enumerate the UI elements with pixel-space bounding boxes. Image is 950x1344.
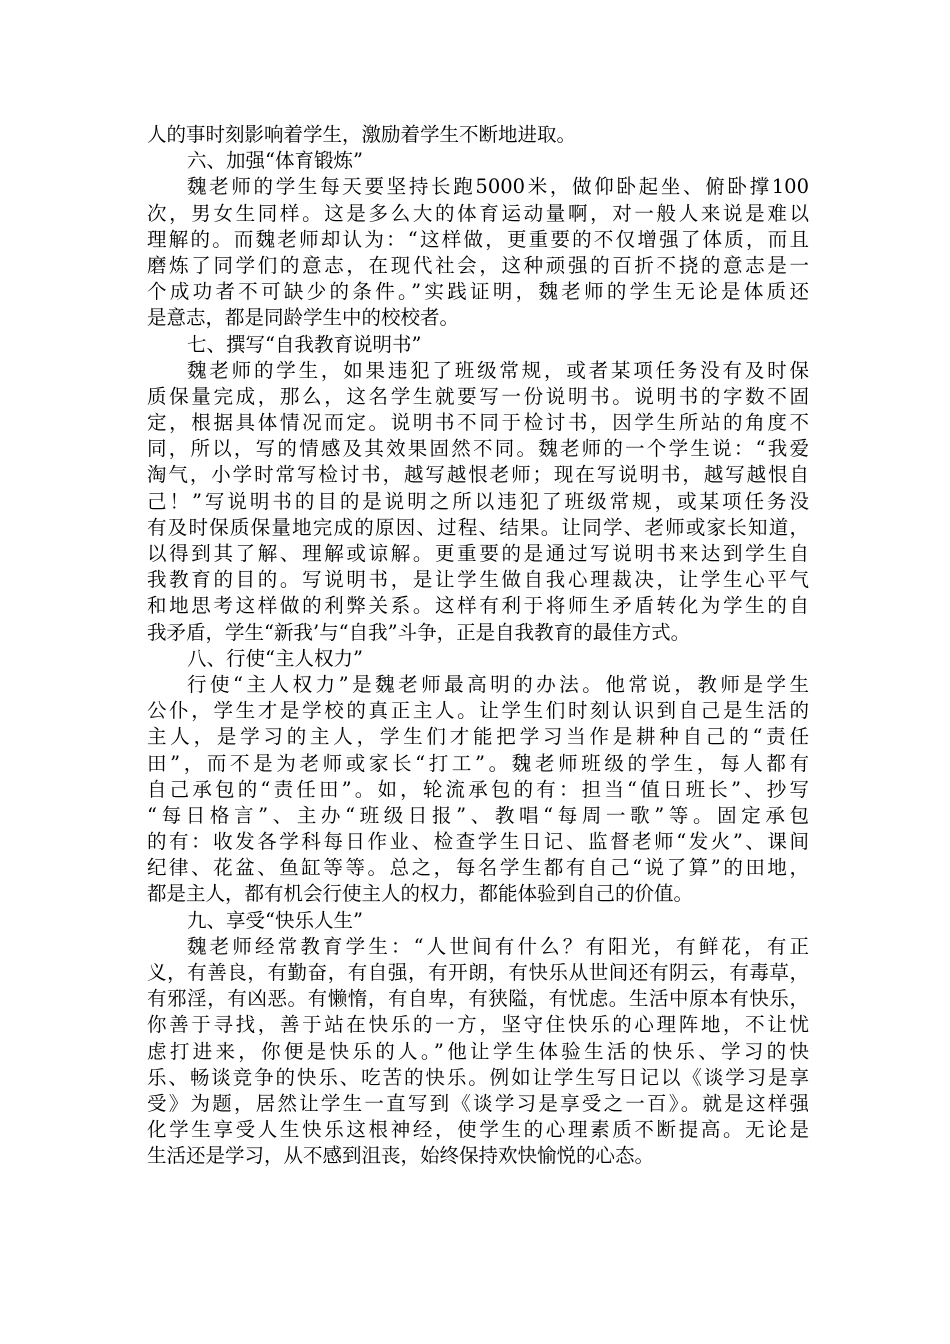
- section-heading: 六、加强“体育锻炼”: [187, 149, 363, 173]
- paragraph-line: “每日格言”、主办“班级日报”、教唱“每周一歌”等。固定承包: [147, 803, 809, 827]
- paragraph-line: 有及时保质保量地完成的原因、过程、结果。让同学、老师或家长知道，: [147, 515, 809, 539]
- paragraph-line: 虑打进来，你便是快乐的人。”他让学生体验生活的快乐、学习的快: [147, 1039, 809, 1063]
- paragraph-line: 田”，而不是为老师或家长“打工”。魏老师班级的学生，每人都有: [147, 751, 809, 775]
- paragraph-line: 你善于寻找，善于站在快乐的一方，坚守住快乐的心理阵地，不让忧: [147, 1013, 809, 1037]
- paragraph-line: 义，有善良，有勤奋，有自强，有开朗，有快乐从世间还有阴云，有毒草，: [147, 961, 809, 984]
- paragraph-line: 纪律、花盆、鱼缸等等。总之，每名学生都有自己“说了算”的田地，: [147, 856, 809, 880]
- paragraph-line: 定，根据具体情况而定。说明书不同于检讨书，因学生所站的角度不: [147, 411, 809, 435]
- paragraph-line: 和地思考这样做的利弊关系。这样有利于将师生矛盾转化为学生的自: [147, 594, 809, 618]
- paragraph-last-line: 是意志，都是同龄学生中的校校者。: [147, 306, 460, 330]
- paragraph-line: 公仆，学生才是学校的真正主人。让学生们时刻认识到自己是生活的: [147, 699, 809, 723]
- document-body: [147, 122, 809, 1170]
- paragraph-last-line: 都是主人，都有机会行使主人的权力，都能体验到自己的价值。: [147, 882, 694, 906]
- paragraph-line: 我教育的目的。写说明书，是让学生做自我心理裁决，让学生心平气: [147, 568, 809, 592]
- paragraph-line: 乐、畅谈竞争的快乐、吃苦的快乐。例如让学生写日记以《谈学习是享: [147, 1065, 809, 1089]
- section-heading: 八、行使“主人权力”: [187, 646, 363, 670]
- paragraph-first-line: 魏老师经常教育学生：“人世间有什么？有阳光，有鲜花，有正: [187, 934, 809, 958]
- paragraph-line: 个成功者不可缺少的条件。”实践证明，魏老师的学生无论是体质还: [147, 280, 809, 304]
- paragraph-line: 同，所以，写的情感及其效果固然不同。魏老师的一个学生说：“我爱: [147, 437, 809, 461]
- section-heading: 七、撰写“自我教育说明书”: [187, 332, 422, 356]
- paragraph-first-line: 行使“主人权力”是魏老师最高明的办法。他常说，教师是学生: [187, 672, 809, 696]
- paragraph-line: 主人，是学习的主人，学生们才能把学习当作是耕种自己的“责任: [147, 725, 809, 749]
- paragraph-last-line: 我矛盾，学生“新我’与“自我”斗争，正是自我教育的最佳方式。: [147, 620, 691, 644]
- paragraph-line: 的有：收发各学科每日作业、检查学生日记、监督老师“发火”、课间: [147, 830, 809, 854]
- paragraph-last-line: 生活还是学习，从不感到沮丧，始终保持欢快愉悦的心态。: [147, 1144, 655, 1168]
- section-heading: 九、享受“快乐人生”: [187, 908, 363, 932]
- paragraph-line: 有邪淫，有凶恶。有懒惰，有自卑，有狭隘，有忧虑。生活中原本有快乐，: [147, 987, 809, 1011]
- paragraph-line: 化学生享受人生快乐这根神经，使学生的心理素质不断提高。无论是: [147, 1118, 809, 1142]
- paragraph-first-line: 魏老师的学生，如果违犯了班级常规，或者某项任务没有及时保: [187, 358, 809, 382]
- paragraph-line: 磨炼了同学们的意志，在现代社会，这种顽强的百折不挠的意志是一: [147, 253, 809, 277]
- paragraph-line: 次，男女生同样。这是多么大的体育运动量啊，对一般人来说是难以: [147, 201, 809, 225]
- paragraph-line: 质保量完成，那么，这名学生就要写一份说明书。说明书的字数不固: [147, 384, 809, 408]
- paragraph-line: 以得到其了解、理解或谅解。更重要的是通过写说明书来达到学生自: [147, 542, 809, 565]
- paragraph-line: 己！”写说明书的目的是说明之所以违犯了班级常规，或某项任务没: [147, 489, 809, 513]
- paragraph-first-line: 魏老师的学生每天要坚持长跑5000米，做仰卧起坐、俯卧撑100: [187, 175, 809, 199]
- paragraph-line: 自己承包的“责任田”。如，轮流承包的有：担当“值日班长”、抄写: [147, 777, 809, 801]
- paragraph-line: 淘气，小学时常写检讨书，越写越恨老师；现在写说明书，越写越恨自: [147, 463, 809, 487]
- paragraph-line: 理解的。而魏老师却认为：“这样做，更重要的不仅增强了体质，而且: [147, 227, 809, 251]
- paragraph-last-line: 人的事时刻影响着学生，激励着学生不断地进取。: [147, 123, 577, 146]
- paragraph-line: 受》为题，居然让学生一直写到《谈学习是享受之一百》。就是这样强: [147, 1091, 809, 1115]
